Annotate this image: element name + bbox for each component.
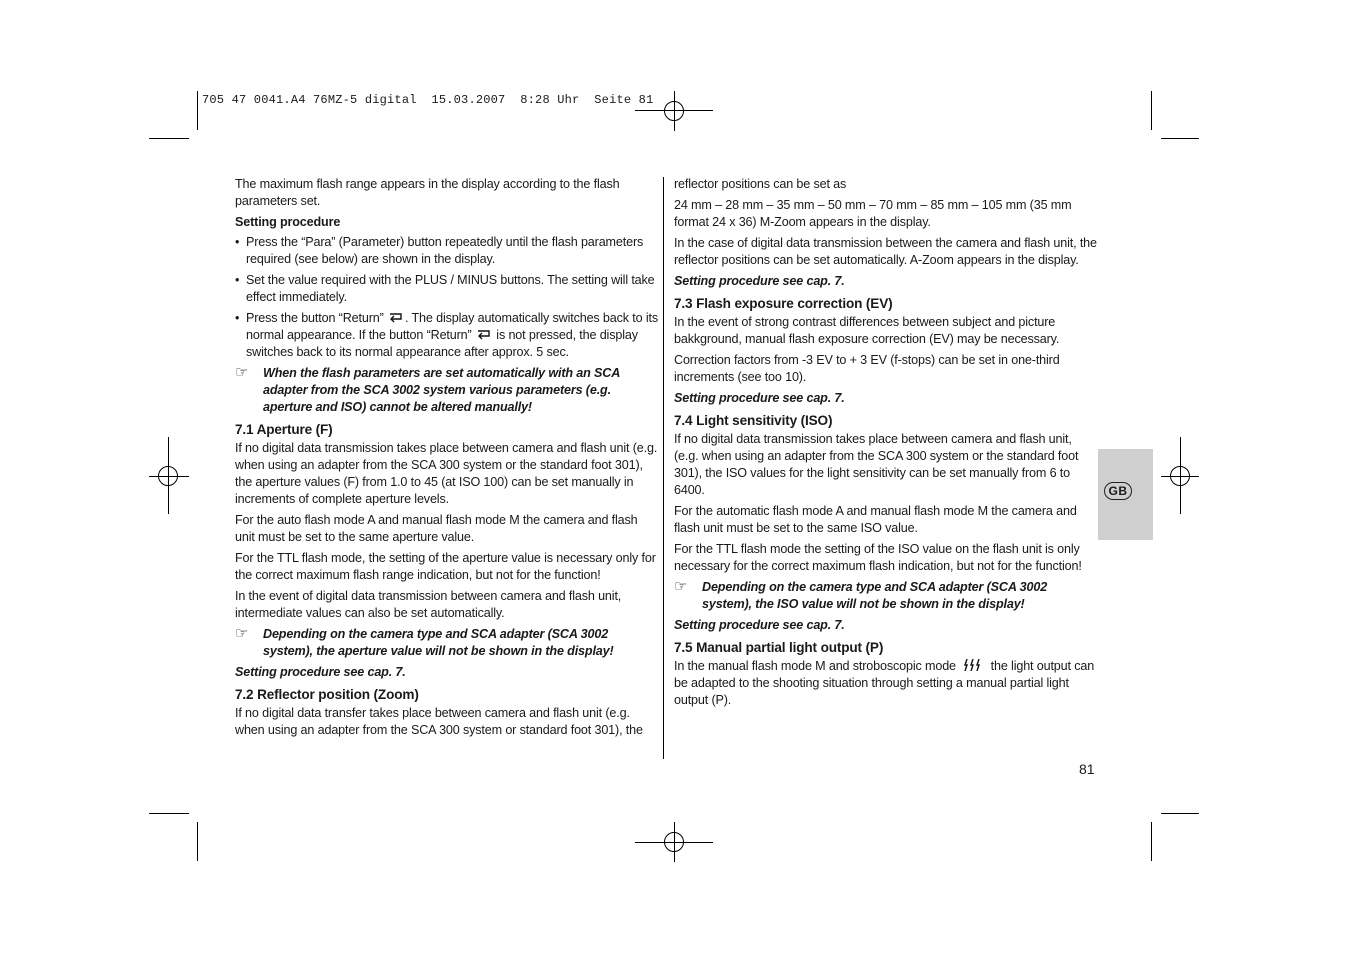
cap-reference: Setting procedure see cap. 7.	[674, 618, 845, 632]
crop-mark	[1161, 138, 1199, 139]
cap-reference: Setting procedure see cap. 7.	[674, 391, 845, 405]
paragraph: For the auto flash mode A and manual flash mode M the camera and flash unit must be set to the same aperture value.	[235, 513, 638, 544]
paragraph: For the automatic flash mode A and manual flash mode M the camera and flash unit must be set to the same ISO value.	[674, 504, 1077, 535]
pointing-hand-icon: ☞	[674, 578, 688, 595]
return-icon	[387, 311, 405, 323]
paragraph: In the case of digital data transmission between the camera and flash unit, the reflector positions can be set automatically. A-Zoom appears in the display.	[674, 236, 1097, 267]
language-badge: GB	[1104, 482, 1132, 500]
section-7-4-title: 7.4 Light sensitivity (ISO)	[674, 413, 833, 428]
paragraph: If no digital data transfer takes place between camera and flash unit (e.g. when using an adapter from the SCA 300 system or standard foot 301), the	[235, 706, 643, 737]
column-divider	[663, 177, 664, 759]
section-7-1-title: 7.1 Aperture (F)	[235, 422, 333, 437]
section-7-5-title: 7.5 Manual partial light output (P)	[674, 640, 884, 655]
right-column	[674, 176, 1098, 713]
paragraph: 24 mm – 28 mm – 35 mm – 50 mm – 70 mm – 85 mm – 105 mm (35 mm format 24 x 36) M-Zoom appears in the display.	[674, 198, 1072, 229]
cap-reference: Setting procedure see cap. 7.	[235, 665, 406, 679]
left-column	[235, 176, 659, 743]
cap-reference: Setting procedure see cap. 7.	[674, 274, 845, 288]
section-7-2-title: 7.2 Reflector position (Zoom)	[235, 687, 419, 702]
paragraph: In the event of digital data transmission between camera and flash unit, intermediate values can also be set automatically.	[235, 589, 622, 620]
print-slug: 705 47 0041.A4 76MZ-5 digital 15.03.2007 8:28 Uhr Seite 81	[202, 93, 654, 107]
paragraph: In the event of strong contrast differences between subject and picture bakkground, manual flash exposure correction (EV) may be necessary.	[674, 315, 1060, 346]
return-icon	[475, 328, 493, 340]
crop-mark	[197, 822, 198, 861]
paragraph: reflector positions can be set as	[674, 177, 847, 191]
pointing-hand-icon: ☞	[235, 364, 249, 381]
registration-circle	[664, 832, 684, 852]
stroboscopic-icon	[963, 659, 983, 671]
paragraph: If no digital data transmission takes place between camera and flash unit (e.g. when using an adapter from the SCA 300 system or the standard foot 301), the aperture values (F) from 1.0 to 45 (at ISO 100) can be set manually in increments of complete aperture levels.	[235, 441, 658, 506]
list-item: • Set the value required with the PLUS / MINUS buttons. The setting will take effect immediately.	[235, 273, 655, 304]
list-item: • Press the “Para” (Parameter) button repeatedly until the flash parameters required (see below) are shown in the display.	[235, 235, 644, 266]
crop-mark	[1151, 822, 1152, 861]
paragraph: For the TTL flash mode the setting of the ISO value on the flash unit is only necessary for the correct maximum flash indication, but not for the function!	[674, 542, 1082, 573]
list-item: • Press the button “Return” . The display automatically switches back to its normal appearance. If the button “Return” is not pressed, the display switches back to its normal appearance after approx. 5 sec.	[235, 311, 658, 359]
note: ☞ Depending on the camera type and SCA adapter (SCA 3002 system), the aperture value will not be shown in the display!	[235, 625, 614, 658]
crop-mark	[197, 91, 198, 130]
setting-procedure-heading: Setting procedure	[235, 215, 341, 229]
paragraph: For the TTL flash mode, the setting of the aperture value is necessary only for the correct maximum flash range indication, but not for the function!	[235, 551, 656, 582]
intro-paragraph: The maximum flash range appears in the display according to the flash parameters set.	[235, 177, 620, 208]
registration-circle	[158, 466, 178, 486]
paragraph: If no digital data transmission takes place between camera and flash unit, (e.g. when using an adapter from the SCA 300 system or the standard foot 301), the ISO values for the light sensitivity can be set manually from 6 to 6400.	[674, 432, 1079, 497]
registration-circle	[664, 101, 684, 121]
page-number: 81	[1079, 761, 1095, 777]
note: ☞ Depending on the camera type and SCA adapter (SCA 3002 system), the ISO value will not be shown in the display!	[674, 578, 1048, 611]
crop-mark	[1161, 813, 1199, 814]
paragraph: Correction factors from -3 EV to + 3 EV (f-stops) can be set in one-third increments (see too 10).	[674, 353, 1060, 384]
paragraph: In the manual flash mode M and stroboscopic mode the light output can be adapted to the shooting situation through setting a manual partial light output (P).	[674, 659, 1095, 707]
section-7-3-title: 7.3 Flash exposure correction (EV)	[674, 296, 893, 311]
crop-mark	[149, 138, 189, 139]
pointing-hand-icon: ☞	[235, 625, 249, 642]
crop-mark	[1151, 91, 1152, 130]
crop-mark	[149, 813, 189, 814]
registration-circle	[1170, 466, 1190, 486]
note: ☞ When the flash parameters are set automatically with an SCA adapter from the SCA 3002 system various parameters (e.g. aperture and ISO) cannot be altered manually!	[235, 364, 620, 414]
